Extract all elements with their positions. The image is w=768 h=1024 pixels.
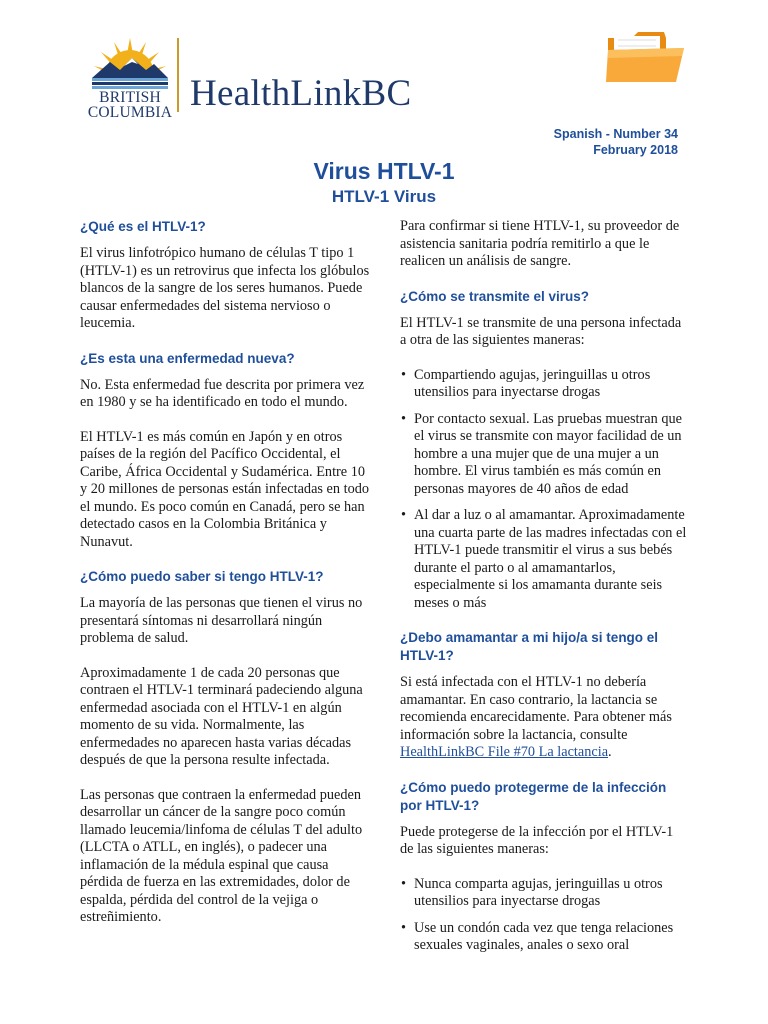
paragraph-confirm: Para confirmar si tiene HTLV-1, su proveedor de asistencia sanitaria podría remitirlo a que le realicen un análisis de sangre. xyxy=(400,218,680,269)
title-english: HTLV-1 Virus xyxy=(331,187,437,206)
bullet: • xyxy=(401,919,407,936)
list-item-text: Compartiendo agujas, jeringuillas u otros utensilios para inyectarse drogas xyxy=(414,366,651,400)
list-item-text: Use un condón cada vez que tenga relaciones sexuales vaginales, anales o sexo oral xyxy=(414,919,674,953)
logo-divider xyxy=(177,38,179,112)
protection-list xyxy=(400,876,690,955)
paragraph-how-know-3: Las personas que contraen la enfermedad pueden desarrollar un cáncer de la sangre poco común llamado leucemia/linfoma de células T del adulto (LLCTA o ATLL, en inglés), o padecer una inflamación de la médula espinal que causa pérdida de fuerza en las extremidades, dolor de espalda, pérdida del control de la vejiga o estreñimiento. xyxy=(80,786,363,925)
bullet: • xyxy=(401,366,407,383)
paragraph-breastfeeding xyxy=(400,674,690,762)
bc-logo xyxy=(80,32,180,122)
brand-name: HealthLinkBC xyxy=(190,73,412,114)
title-spanish: Virus HTLV-1 xyxy=(313,158,455,184)
paragraph-protection: Puede protegerse de la infección por el HTLV-1 de las siguientes maneras: xyxy=(400,823,674,857)
section-heading-what-is: ¿Qué es el HTLV-1? xyxy=(80,219,206,234)
list-item-text: Al dar a luz o al amamantar. Aproximadamente una cuarta parte de las madres infectadas con el HTLV-1 puede transmitir el virus a sus bebés durante el parto o al amamantarlos, especialmente si los amamanta durante seis meses o más xyxy=(414,507,687,611)
right-column xyxy=(400,218,690,972)
period: . xyxy=(608,744,612,760)
section-heading-how-know: ¿Cómo puedo saber si tengo HTLV-1? xyxy=(80,569,324,584)
folder-icon[interactable] xyxy=(604,28,690,86)
paragraph-how-know-2: Aproximadamente 1 de cada 20 personas que contraen el HTLV-1 terminará padeciendo alguna enfermedad asociada con el HTLV-1 en algún momento de su vida. Normalmente, las enfermedades no aparecen hasta varias décadas después de que la persona resulte infectada. xyxy=(80,664,363,768)
list-item xyxy=(400,507,690,612)
transmission-list xyxy=(400,367,690,613)
bc-wordmark xyxy=(80,90,180,120)
document-title xyxy=(0,156,768,208)
paragraph-transmission: El HTLV-1 se transmite de una persona infectada a otra de las siguientes maneras: xyxy=(400,314,682,348)
list-item-text: Nunca comparta agujas, jeringuillas u otros utensilios para inyectarse drogas xyxy=(414,875,663,909)
bullet: • xyxy=(401,507,407,523)
breastfeeding-text: Si está infectada con el HTLV-1 no debería amamantar. En caso contrario, la lactancia se recomienda encarecidamente. Para obtener más información sobre la lactancia, consulte xyxy=(400,674,672,743)
bullet: • xyxy=(401,875,407,892)
list-item xyxy=(400,367,690,402)
document-meta xyxy=(554,126,678,158)
bc-sun-mountain-icon xyxy=(88,32,172,90)
section-heading-protection: ¿Cómo puedo protegerme de la infección por HTLV-1? xyxy=(400,779,667,813)
publication-date: February 2018 xyxy=(593,143,678,157)
healthlinkbc-file-70-link[interactable]: HealthLinkBC File #70 La lactancia xyxy=(400,744,609,760)
bc-line-1: BRITISH xyxy=(99,89,161,106)
bullet: • xyxy=(401,410,407,427)
paragraph-new-disease-2: El HTLV-1 es más común en Japón y en otros países de la región del Pacífico Occidental, el Caribe, África Occidental y Sudamérica. Entre 10 y 20 millones de personas están infectadas en todo el mundo. Es poco común en Canadá, pero se han detectado casos en la Colombia Británica y Nunavut. xyxy=(80,428,370,550)
list-item-text: Por contacto sexual. Las pruebas muestran que el virus se transmite con mayor facilidad de un hombre a una mujer que de una mujer a un hombre. El virus también es más común en personas mayores de 40 años de edad xyxy=(414,410,682,497)
list-item xyxy=(400,411,690,499)
paragraph-new-disease-1: No. Esta enfermedad fue descrita por primera vez en 1980 y se ha identificado en todo el mundo. xyxy=(80,376,365,410)
section-heading-transmission: ¿Cómo se transmite el virus? xyxy=(400,288,590,304)
list-item xyxy=(400,920,690,955)
paragraph-what-is: El virus linfotrópico humano de células T tipo 1 (HTLV-1) es un retrovirus que infecta los glóbulos blancos de la sangre de los seres humanos. Puede causar enfermedades del sistema nervioso o leucemia. xyxy=(80,245,370,331)
language-number: Spanish - Number 34 xyxy=(553,127,678,141)
list-item xyxy=(400,876,690,911)
left-column xyxy=(80,218,372,944)
bc-line-2: COLUMBIA xyxy=(87,104,173,121)
section-heading-new-disease: ¿Es esta una enfermedad nueva? xyxy=(80,350,295,366)
paragraph-how-know-1: La mayoría de las personas que tienen el virus no presentará síntomas ni desarrollará ningún problema de salud. xyxy=(80,595,363,646)
section-heading-breastfeeding: ¿Debo amamantar a mi hijo/a si tengo el HTLV-1? xyxy=(400,630,659,663)
